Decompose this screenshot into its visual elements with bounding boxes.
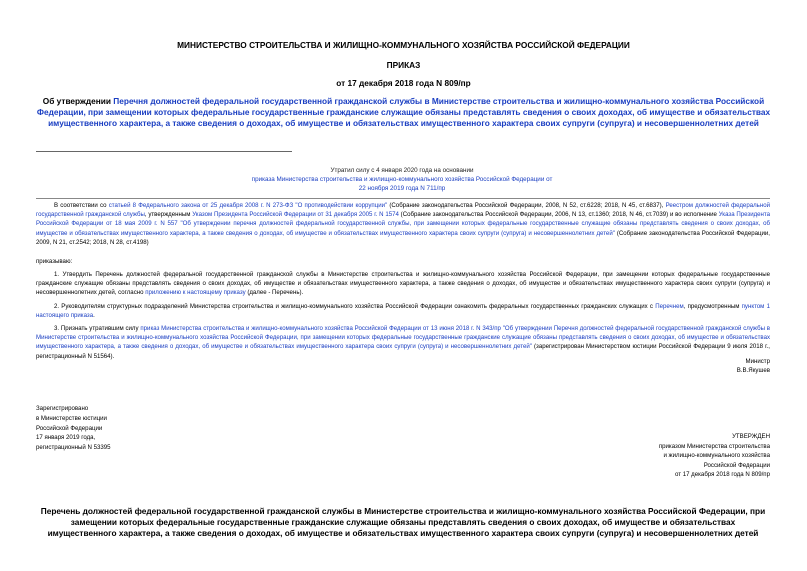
item-2-paragraph bbox=[36, 302, 770, 320]
item-1-text-2: (далее - Перечень). bbox=[245, 289, 304, 297]
item-2-text-2: , предусмотренным bbox=[683, 303, 742, 310]
repeal-note bbox=[250, 166, 554, 193]
item-2-link-list[interactable]: Перечнем bbox=[655, 303, 684, 310]
registration-block bbox=[36, 404, 196, 453]
repeal-note-link[interactable]: приказа Министерства строительства и жилищно-коммунального хозяйства Российской Федерации от 22 ноября 2019 года N 711/пр bbox=[251, 176, 553, 192]
intro-link-decree-557[interactable]: Указа Президента Российской Федерации от 18 мая 2009 г. N 557 "Об утверждении перечня должностей федеральной государственной службы, при замещении которых федеральные государственные служащие обязаны представлять сведения о своих доходах, об имуществе и обязательствах имущественного характера, а также сведения о доходах, об имуществе и обязательствах имущественного характера своих супруги (супруга) и несовершеннолетних детей" bbox=[36, 211, 771, 237]
registration-line: Российской Федерации bbox=[36, 424, 103, 432]
item-1-paragraph bbox=[36, 270, 770, 298]
approval-line: и жилищно-коммунального хозяйства bbox=[663, 452, 770, 460]
signature-block bbox=[650, 357, 770, 375]
approval-line: приказом Министерства строительства bbox=[658, 442, 770, 450]
intro-link-registry[interactable]: Реестром должностей федеральной государственной гражданской службы bbox=[36, 202, 770, 219]
registration-line: 17 января 2019 года, bbox=[36, 434, 96, 442]
item-3-link-order-343[interactable]: приказ Министерства строительства и жилищно-коммунального хозяйства Российской Федерации от 13 июня 2018 г. N 343/пр "Об утверждении Перечня должностей федеральной государственной гражданской службы в Министерстве строительства и жилищно-коммунального хозяйства Российской Федерации, при замещении которых федеральные государственные гражданские служащие обязаны представлять сведения о своих доходах, об имуществе и обязательствах имущественного характера, а также сведения о доходах, об имуществе и обязательствах имущественного характера своих супруги (супруга) и несовершеннолетних детей" bbox=[36, 325, 771, 351]
item-3-text-1: 3. Признать утратившим силу bbox=[54, 325, 141, 332]
item-2-link-point-1[interactable]: пунктом 1 настоящего приказа bbox=[36, 303, 770, 320]
intro-text-3: , утвержденным bbox=[144, 211, 193, 219]
repeal-note-text: Утратил силу с 4 января 2020 года на основании bbox=[330, 167, 474, 174]
intro-link-law[interactable]: статьей 8 Федерального закона от 25 декабря 2008 г. N 273-ФЗ "О противодействии коррупции" bbox=[108, 202, 388, 209]
body-divider bbox=[36, 198, 770, 199]
intro-paragraph bbox=[36, 201, 770, 247]
registration-line: регистрационный N 53395 bbox=[36, 444, 111, 452]
intro-text-1: В соответствии со bbox=[54, 202, 109, 209]
item-3-paragraph bbox=[36, 324, 770, 361]
signature-name: В.В.Якушев bbox=[736, 367, 770, 375]
document-date: от 17 декабря 2018 года N 809/пр bbox=[336, 78, 471, 88]
intro-text-2: (Собрание законодательства Российской Федерации, 2008, N 52, ст.6228; 2018, N 45, ст.6837), bbox=[387, 202, 666, 209]
intro-link-decree-1574[interactable]: Указом Президента Российской Федерации от 31 декабря 2005 г. N 1574 bbox=[192, 211, 399, 219]
approval-line: Российской Федерации bbox=[703, 461, 770, 469]
item-1-link-appendix[interactable]: приложению к настоящему приказу bbox=[145, 289, 246, 297]
list-title: Перечень должностей федеральной государственной гражданской службы в Министерстве строительства и жилищно-коммунального хозяйства Российской Федерации, при замещении которых федеральные государственные гражданские служащие обязаны представлять сведения о своих доходах, об имуществе и обязательствах имущественного характера, а также сведения о доходах, об имуществе и обязательствах имущественного характера своих супруги (супруга) и несовершеннолетних детей bbox=[40, 506, 766, 538]
item-2-text-3: . bbox=[93, 312, 95, 320]
item-1-text-1: 1. Утвердить Перечень должностей федеральной государственной гражданской службы в Министерстве строительства и жилищно-коммунального хозяйства Российской Федерации, при замещении которых федеральные государственные гражданские служащие обязаны представлять сведения о своих доходах, об имуществе и обязательствах имущественного характера, а также сведения о доходах, об имуществе и обязательствах имущественного характера своих супруги (супруга) и несовершеннолетних детей, согласно bbox=[36, 271, 770, 297]
title-link[interactable]: Перечня должностей федеральной государственной гражданской службы в Министерстве строительства и жилищно-коммунального хозяйства Российской Федерации, при замещении которых федеральные государственные гражданские служащие обязаны представлять сведения о своих доходах, об имуществе и обязательствах имущественного характера, а также сведения о доходах, об имуществе и обязательствах имущественного характера своих супруги (супруга) и несовершеннолетних детей bbox=[36, 96, 771, 128]
signature-role: Министр bbox=[745, 358, 770, 365]
document-type: ПРИКАЗ bbox=[386, 60, 421, 70]
registration-line: в Министерстве юстиции bbox=[36, 414, 107, 422]
orders-word: приказываю: bbox=[36, 258, 73, 265]
approval-block bbox=[560, 432, 770, 480]
item-3-text-2: (зарегистрирован Министерством юстиции Российской Федерации 9 июля 2018 г., регистрационный N 51564). bbox=[36, 343, 770, 360]
registration-line: Зарегистрировано bbox=[36, 405, 89, 412]
ministry-name: МИНИСТЕРСТВО СТРОИТЕЛЬСТВА И ЖИЛИЩНО-КОММУНАЛЬНОГО ХОЗЯЙСТВА РОССИЙСКОЙ ФЕДЕРАЦИИ bbox=[177, 40, 630, 50]
document-title bbox=[30, 96, 777, 129]
intro-text-5: (Собрание законодательства Российской Федерации, 2009, N 21, ст.2542; 2018, N 28, ст.4198) bbox=[36, 229, 770, 246]
title-prefix: Об утверждении bbox=[42, 96, 114, 106]
approval-head: УТВЕРЖДЕН bbox=[732, 433, 770, 440]
item-2-text-1: 2. Руководителям структурных подразделений Министерства строительства и жилищно-коммунального хозяйства Российской Федерации ознакомить федеральных государственных гражданских служащих с bbox=[54, 303, 656, 310]
intro-text-4: (Собрание законодательства Российской Федерации, 2006, N 13, ст.1360; 2018, N 46, ст.7039) и во исполнение bbox=[398, 211, 719, 219]
approval-line: от 17 декабря 2018 года N 809/пр bbox=[674, 471, 770, 479]
title-divider bbox=[36, 151, 292, 152]
